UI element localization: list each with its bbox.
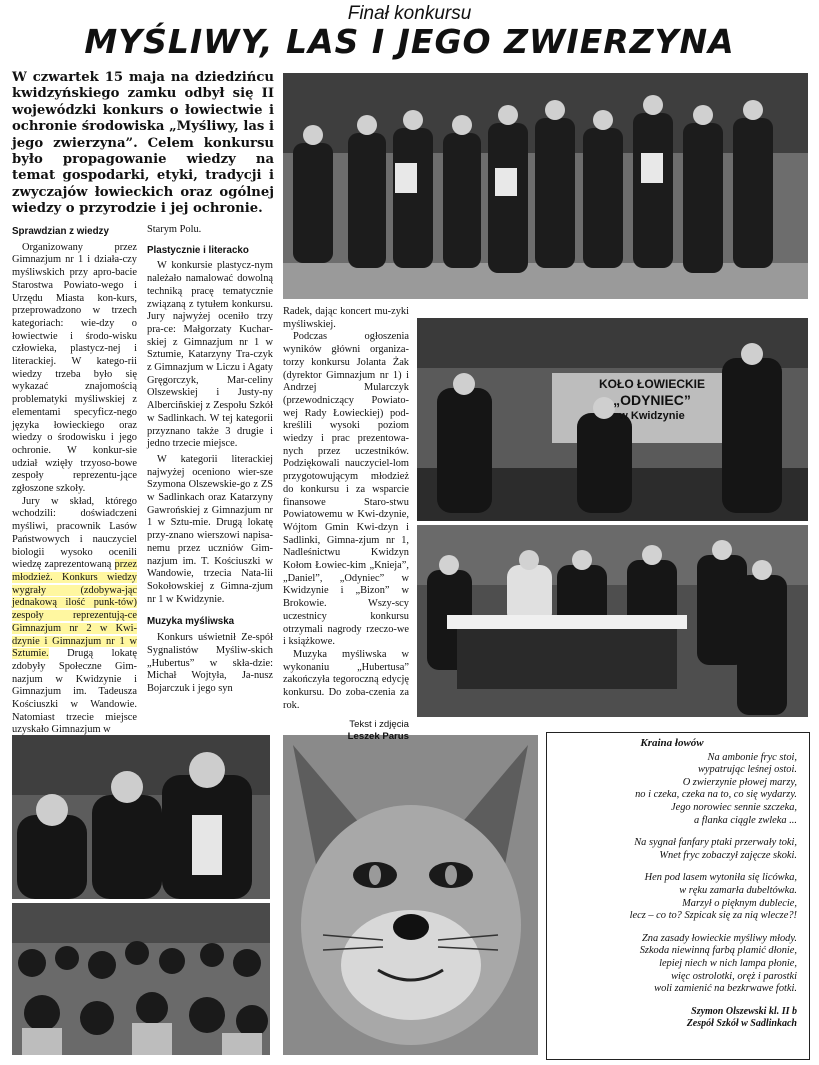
poem-line: Na sygnał fanfary ptaki przerwały toki, (634, 837, 797, 849)
poem-line: O zwierzynie płowej marzy, (682, 776, 797, 788)
article-column-1 (12, 224, 137, 737)
jury-table-photo (417, 525, 808, 717)
poem (547, 737, 809, 1031)
byline-label: Tekst i zdjęcia (349, 718, 409, 730)
poem-line: lepiej niech w nich lampa płonie, (659, 957, 797, 969)
group-photo (283, 73, 808, 299)
subheading-knowledge: Sprawdzian z wiedzy (12, 226, 109, 237)
banner-line-3: w Kwidzynie (619, 410, 685, 422)
col1-paragraph-1: Organizowany przez Gimnazjum nr 1 i działa-czy myśliwskich przy apro-bacie Starostwa Powiato-wego i Urzędu Miasta kon-kurs, przeprowadzono w trzech kategoriach: wie-dzy o łowiectwie i środo-wisku człowieka, plastycz-nej i literackiej. W katego-rii wiedzy trzeba było się wykazać znajomością problematyki myśliwskiej z elementami specyficz-nego języka łowieckiego oraz wiedzy o środowisku i jego ochronie. W konkur-sie udział wzięły trzyoso-bowe zespoły reprezentu-jące zgłoszone szkoły. (12, 241, 137, 495)
poem-line: lecz – co to? Szpicak się za nią wlecze?! (629, 910, 797, 922)
article-column-2 (147, 224, 273, 696)
poem-line: Jego norowiec sennie szczeka, (671, 801, 797, 813)
col2-paragraph-3: Konkurs uświetnił Ze-spół Sygnalistów Myśliw-skich „Hubertus” w skła-dzie: Michał Wojtyła, Ja-nusz Bojarczuk i jego syn (147, 632, 273, 694)
fox-painting (283, 735, 538, 1055)
banner-line-1: KOŁO ŁOWIECKIE (599, 377, 705, 391)
students-speaking-photo (12, 735, 270, 899)
col3-paragraph-0: Radek, dając koncert mu-zyki myśliwskiej. (283, 306, 409, 330)
col2-paragraph-0: Starym Polu. (147, 224, 202, 235)
col2-paragraph-2: W kategorii literackiej najwyżej oceniono wier-sze Szymona Olszewskie-go z ZS w Sadlinkach oraz Katarzyny Gawrońskiej z Gimnazjum nr 1 w Sztu-mie. Drugą lokatę przy-znano wierszowi napisa-nemu przez uczniów Gim-nazjum im. T. Kościuszki w Wandowie, trzecia Nata-lii Sokołowskiej z Gimna-zjum nr 1 w Kwidzynie. (147, 453, 273, 605)
banner-line-2: „ODYNIEC” (613, 392, 691, 408)
kicker: Finał konkursu (347, 3, 472, 24)
poem-line: no i czeka, czeka na to, co się wydarzy. (635, 789, 797, 801)
poem-line: woli zamienić na bezkrwawe fotki. (654, 983, 797, 995)
lead-paragraph: W czwartek 15 maja na dziedzińcu kwidzyńskiego zamku odbył się II wojewódzki konkurs o łowiectwie i ochronie środowiska „Myśliwy, las i jego zwierzyna”. Celem konkursu było propagowanie wiedzy na temat gospodarki, etyki, tradycji i zwyczajów łowieckich oraz ogólnej wiedzy o przyrodzie i jej ochronie. (12, 70, 274, 217)
hunters-banner-photo (417, 318, 808, 521)
subheading-art: Plastycznie i literacko (147, 244, 249, 256)
poem-line: Wnet fryc zobaczył zajęcze skoki. (659, 849, 797, 861)
poem-author: Szymon Olszewski kl. II b (691, 1005, 797, 1017)
poem-line: Na ambonie fryc stoi, (707, 751, 797, 763)
col2-paragraph-1: W konkursie plastycz-nym należało namalować dowolną techniką pracę tematycznie związaną z tytułem konkursu. Jury najwyżej oceniło trzy pra-ce: Małgorzaty Kuchar-skiej z Gimnazjum nr 1 w Sztumie, Katarzyny Tra-czyk z Gimnazjum w Liczu i Agaty Gręgorczyk, Mar-celiny Olszewskiej i Justy-ny Alberciñskiej z Zespołu Szkół w Sadlinkach. W tej kategorii przyznano także 3 drugie i jedno trzecie miejsce. (147, 260, 273, 450)
poem-line: a flanka ciągle zwleka ... (693, 814, 797, 826)
col3-paragraph-1: Podczas ogłoszenia wyników główni organiza-torzy konkursu Jolanta Żak (dyrektor Gimnazjum nr 1) i Andrzej Mularczyk (przewodniczący Powiato-wej Rady Łowieckiej) pod-kreślili wysoki poziom wiedzy i prac prezentowa-nych przez uczestników. Podziękowali nauczyciel-lom przygotowującym młodzież do konkursu i za wsparcie finansowe Staro-stwu Powiatowemu w Kwi-dzynie, Wójtom Gmin Kwi-dzyn i Sadlinki, Gimna-zjum nr 1, Nadleśnictwu Kwidzyn Kołom Łowiec-kim „Knieja”, „Daniel”, „Odyniec” w Kwidzynie i „Bizon” w Brokowie. Wszy-scy uczestnicy konkursu otrzymali nagrody rzeczo-we i książkowe. (283, 331, 409, 648)
poem-stanza-3 (547, 872, 797, 922)
col1-p2-end: Drugą lokatę zdobyły Społeczne Gim-nazjum w Kwidzynie i Gimnazjum im. Tadeusza Kościuszki w Wandowie. Natomiast trzecie miejsce uzyskało Gimnazjum w (12, 648, 137, 736)
poem-box (546, 732, 810, 1060)
subheading-music: Muzyka myśliwska (147, 616, 235, 628)
byline-author: Leszek Parus (347, 731, 409, 743)
poem-line: wypatrując leśnej ostoi. (698, 764, 797, 776)
headline: MYŚLIWY, LAS I JEGO ZWIERZYNA (84, 22, 735, 61)
article-column-3 (283, 306, 409, 744)
poem-line: Hen pod lasem wytoniła się licówka, (644, 872, 797, 884)
col1-p2-start: Jury w skład, którego wchodzili: doświadczeni myśliwi, pracownik Lasów Państwowych i nauczyciel biologii wysoko ocenili wiedzę zaprezentowaną (12, 495, 137, 571)
highlighted-winners: przez młodzież. Konkurs wiedzy wygrały (zdobywa-jąc jednakową ilość punk-tów) zespoły reprezentują-ce Gimnazjum nr 2 w Kwi-dzynie i Gimnazjum nr 1 w Sztumie. (12, 559, 137, 660)
poem-line: Szkoda niewinną farbą plamić dłonie, (639, 945, 797, 957)
poem-line: Marzył o pięknym dublecie, (682, 897, 797, 909)
poem-line: w ręku zamarła dubeltówka. (679, 884, 797, 896)
poem-stanza-1 (547, 752, 797, 828)
poem-stanza-2 (547, 837, 797, 862)
audience-photo (12, 903, 270, 1055)
poem-stanza-4 (547, 933, 797, 996)
col1-paragraph-2 (12, 496, 137, 737)
col3-paragraph-2: Muzyka myśliwska w wykonaniu „Hubertusa” zakończyła tegoroczną edycję konkursu. Do zoba-czenia za rok. (283, 648, 409, 711)
poem-line: więc ostrolotki, oręż i parostki (671, 970, 797, 982)
poem-title: Kraina łowów (640, 737, 704, 749)
poem-author-school: Zespół Szkół w Sadlinkach (686, 1018, 797, 1030)
poem-line: Zna zasady łowieckie myśliwy młody. (642, 932, 797, 944)
